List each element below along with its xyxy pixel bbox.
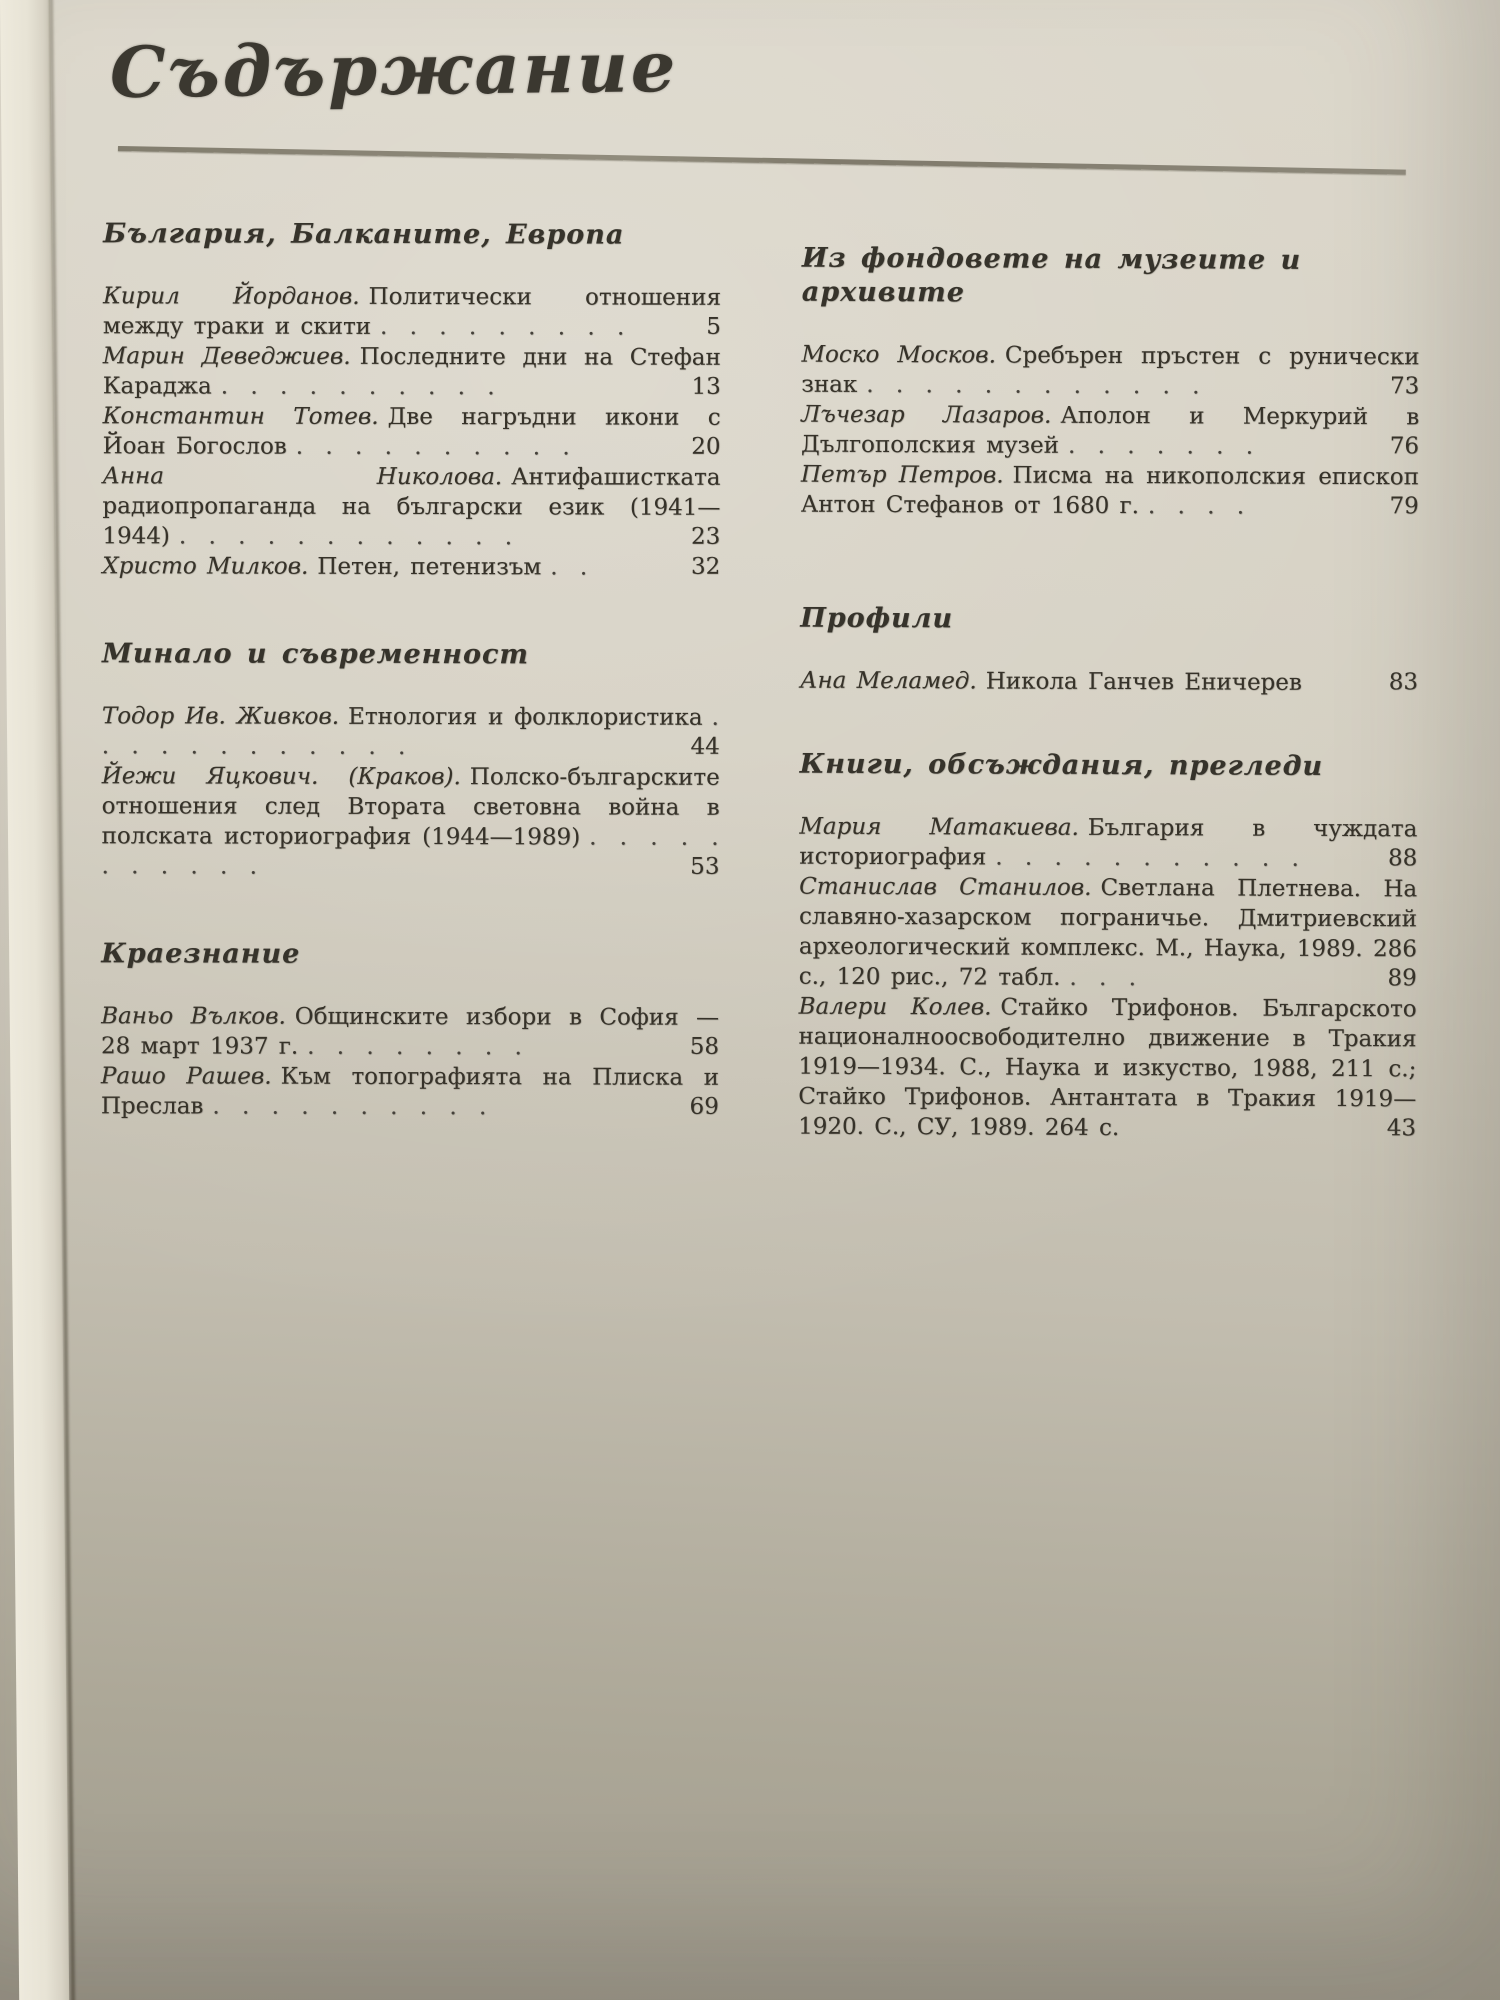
dot-leader: . . . . . . . . . . . .: [178, 523, 514, 551]
toc-entry-title: Етнология и фолклористика: [348, 703, 703, 731]
toc-entry: [103, 341, 721, 403]
toc-entry: [801, 400, 1419, 463]
toc-entry-author: Валери Колев.: [798, 993, 992, 1021]
toc-entry: [798, 992, 1417, 1145]
toc-column-left: [101, 217, 721, 1123]
toc-entry-title: Писма на никополския епископ Антон Стефанов от 1680 г.: [800, 462, 1419, 520]
toc-section-header: Краезнание: [101, 938, 301, 970]
dot-leader: . . . . . . . . . .: [220, 373, 496, 401]
toc-entry-page-number: 43: [1386, 1115, 1417, 1142]
page-title: Съдържание: [109, 25, 679, 114]
toc-entry-title: Светлана Плетнева. На славяно-хазарском пограничье. Дмитриевский археологический комплекс. М., Наука, 1989. 286 с., 120 рис., 72 табл.: [798, 874, 1418, 991]
toc-entry-author: Анна Николова.: [102, 463, 503, 491]
toc-column-right: [798, 242, 1420, 1145]
toc-entry-page-number: 32: [690, 553, 721, 580]
toc-entry-page-number: 58: [689, 1033, 720, 1060]
toc-entry-page-number: 89: [1387, 965, 1417, 992]
toc-entry-page-number: 5: [706, 313, 721, 340]
toc-entry-author: Петър Петров.: [800, 461, 1004, 489]
toc-entry-title: Последните дни на Стефан Караджа: [102, 343, 721, 400]
toc-entry-list: [801, 340, 1420, 523]
toc-entry-page-number: 20: [691, 433, 721, 460]
toc-entry: [801, 460, 1419, 523]
dot-leader: . . . . . . . . . . .: [995, 844, 1300, 872]
toc-entry-author: Моско Москов.: [801, 341, 996, 369]
toc-entry-author: Мария Матакиева.: [799, 813, 1079, 841]
toc-entry: [799, 812, 1417, 875]
toc-entry-author: Константин Тотев.: [102, 403, 379, 430]
toc-entry: [103, 401, 721, 463]
toc-entry-list: [101, 701, 719, 883]
toc-entry-page-number: 88: [1387, 845, 1418, 872]
toc-entry-page-number: 23: [691, 523, 721, 550]
toc-entry-author: Ваньо Вълков.: [101, 1003, 286, 1030]
toc-section-header: Из фондовете на музеите и архивите: [801, 242, 1302, 309]
toc-entry: [800, 666, 1418, 699]
toc-section: [102, 217, 721, 583]
toc-section: [101, 937, 719, 1123]
toc-entry-title: Петен, петенизъм: [317, 553, 542, 581]
toc-entry-title: Политически отношения между траки и скити: [102, 283, 722, 340]
toc-entry-title: Сребърен пръстен с рунически знак: [801, 342, 1420, 398]
dot-leader: . . . . . . .: [1067, 432, 1255, 460]
toc-entry-title: Антифашистката радиопропаганда на български език (1941—1944): [102, 464, 721, 550]
toc-section-header: Минало и съвременност: [102, 638, 530, 671]
toc-entry-author: Станислав Станилов.: [799, 873, 1092, 901]
toc-entry: [102, 461, 720, 553]
toc-entry-page-number: 76: [1389, 433, 1420, 460]
toc-entry-page-number: 69: [689, 1093, 719, 1120]
dot-leader: . . . .: [1147, 493, 1246, 520]
title-underline: [118, 146, 1406, 175]
dot-leader: . . . . . . . . . .: [212, 1093, 488, 1121]
dot-leader: . . . . . . . . . . .: [101, 824, 720, 880]
toc-section: [798, 748, 1418, 1145]
toc-entry-page-number: 44: [690, 733, 720, 760]
toc-entry-list: [800, 666, 1418, 699]
dot-leader: . .: [550, 554, 589, 581]
toc-entry-title: Общинските избори в София — 28 март 1937 г.: [100, 1003, 720, 1060]
toc-entry-author: Марин Деведжиев.: [102, 343, 351, 370]
toc-entry-list: [798, 812, 1417, 1145]
toc-entry: [801, 340, 1419, 403]
toc-entry-title: Никола Ганчев Еничерев: [985, 668, 1302, 696]
dot-leader: . . . . . . . . . . . .: [866, 371, 1201, 400]
toc-entry: [101, 761, 719, 883]
dot-leader: . . . . . . . .: [307, 1033, 523, 1061]
toc-entry-title: Към топографията на Плиска и Преслав: [100, 1063, 719, 1120]
toc-entry-page-number: 73: [1390, 373, 1420, 400]
toc-section-header: България, Балканите, Европа: [103, 218, 625, 251]
dot-leader: . . . . . . . . .: [379, 313, 626, 341]
toc-entry-list: [101, 1001, 719, 1123]
dot-leader: . . .: [1069, 964, 1138, 992]
dot-leader: . . . . . . . . . . . .: [101, 704, 720, 760]
toc-entry-page-number: 53: [690, 853, 720, 880]
toc-section: [800, 602, 1418, 699]
toc-entry-author: Рашо Рашев.: [100, 1063, 272, 1090]
toc-entry-page-number: 79: [1389, 493, 1419, 520]
toc-entry-author: Кирил Йорданов.: [102, 283, 360, 310]
toc-entry: [799, 872, 1418, 995]
toc-entry-page-number: 13: [691, 373, 721, 400]
toc-entry: [101, 1001, 719, 1063]
dot-leader: . . . . . . . . . .: [295, 433, 571, 461]
dot-leader: [1302, 670, 1311, 696]
toc-section-header: Книги, обсъждания, прегледи: [799, 748, 1324, 782]
toc-entry-page-number: 83: [1388, 669, 1419, 696]
toc-entry-list: [102, 281, 721, 583]
toc-entry-title: Аполон и Меркурий в Дългополския музей: [801, 402, 1420, 459]
toc-entry: [102, 701, 720, 763]
toc-entry-author: Христо Милков.: [102, 553, 309, 580]
toc-entry-author: Ана Меламед.: [799, 667, 977, 695]
toc-entry-author: Тодор Ив. Живков.: [101, 703, 340, 730]
toc-section-header: Профили: [800, 602, 954, 635]
toc-entry-author: Лъчезар Лазаров.: [801, 401, 1052, 429]
toc-entry-title: България в чуждата историография: [799, 814, 1418, 871]
toc-entry: [103, 281, 721, 343]
toc-entry: [101, 1061, 719, 1123]
toc-entry: [102, 551, 720, 583]
toc-section: [101, 637, 720, 883]
toc-section: [801, 242, 1420, 523]
toc-entry-title: Две нагръдни икони с Йоан Богослов: [102, 403, 721, 460]
dot-leader: [1119, 1115, 1128, 1141]
toc-entry-title: Полско-българските отношения след Втората световна война в полската историография (1944—1989): [101, 764, 720, 851]
toc-entry-title: Стайко Трифонов. Българското националноосвободително движение в Тракия 1919—1934. С., Наука и изкуство, 1988, 211 с.; Стайко Трифонов. Антантата в Тракия 1919—1920. С., СУ, 1989. 264 с.: [798, 994, 1417, 1142]
toc-entry-author: Йежи Яцкович. (Краков).: [101, 763, 461, 791]
